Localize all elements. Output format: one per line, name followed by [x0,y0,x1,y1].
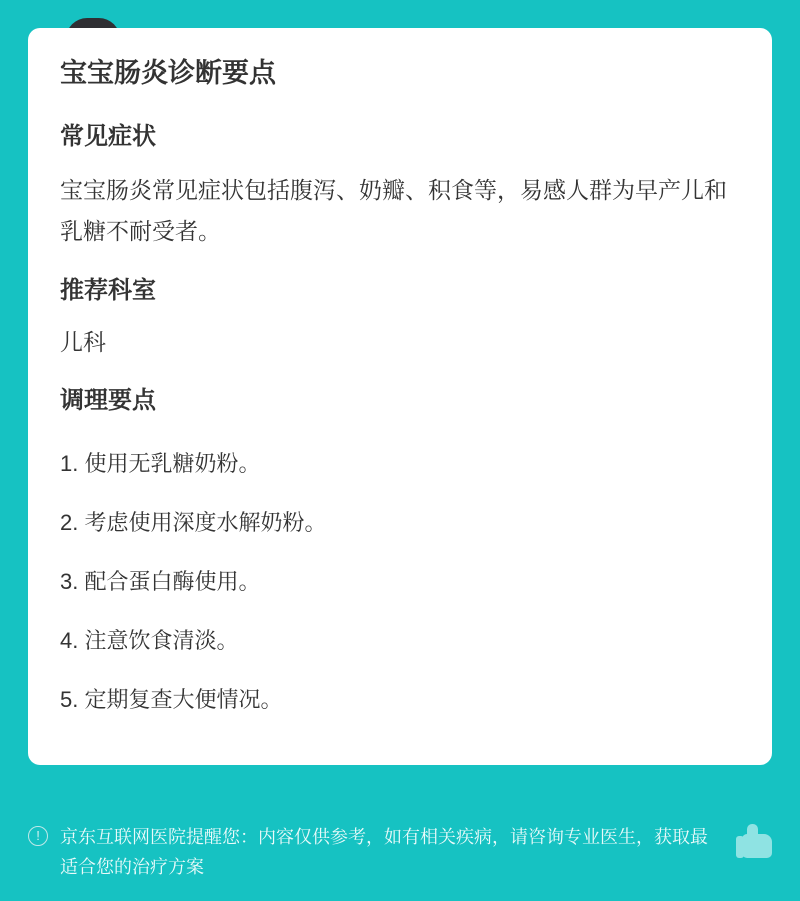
section-heading-department: 推荐科室 [60,276,156,304]
thumbs-up-icon[interactable] [736,824,772,858]
section-heading-symptoms: 常见症状 [60,123,156,151]
info-icon: ! [28,826,48,846]
list-item: 4. 注意饮食清淡。 [60,627,239,653]
section-heading-care-points: 调理要点 [60,386,156,414]
care-points-list [60,434,740,729]
footer-disclaimer [28,822,772,883]
section-text-symptoms: 宝宝肠炎常见症状包括腹泻、奶瓣、积食等，易感人群为早产儿和乳糖不耐受者。 [60,177,727,244]
footer-text: 京东互联网医院提醒您：内容仅供参考，如有相关疾病，请咨询专业医生，获取最适合您的治疗方案 [60,826,708,878]
list-item: 5. 定期复查大便情况。 [60,686,283,712]
section-text-department: 儿科 [60,328,106,355]
list-item: 1. 使用无乳糖奶粉。 [60,450,261,476]
list-item: 2. 考虑使用深度水解奶粉。 [60,509,327,535]
content-card [28,28,772,765]
thumb-palm [742,834,772,858]
page-title: 宝宝肠炎诊断要点 [60,58,276,88]
list-item: 3. 配合蛋白酶使用。 [60,568,261,594]
